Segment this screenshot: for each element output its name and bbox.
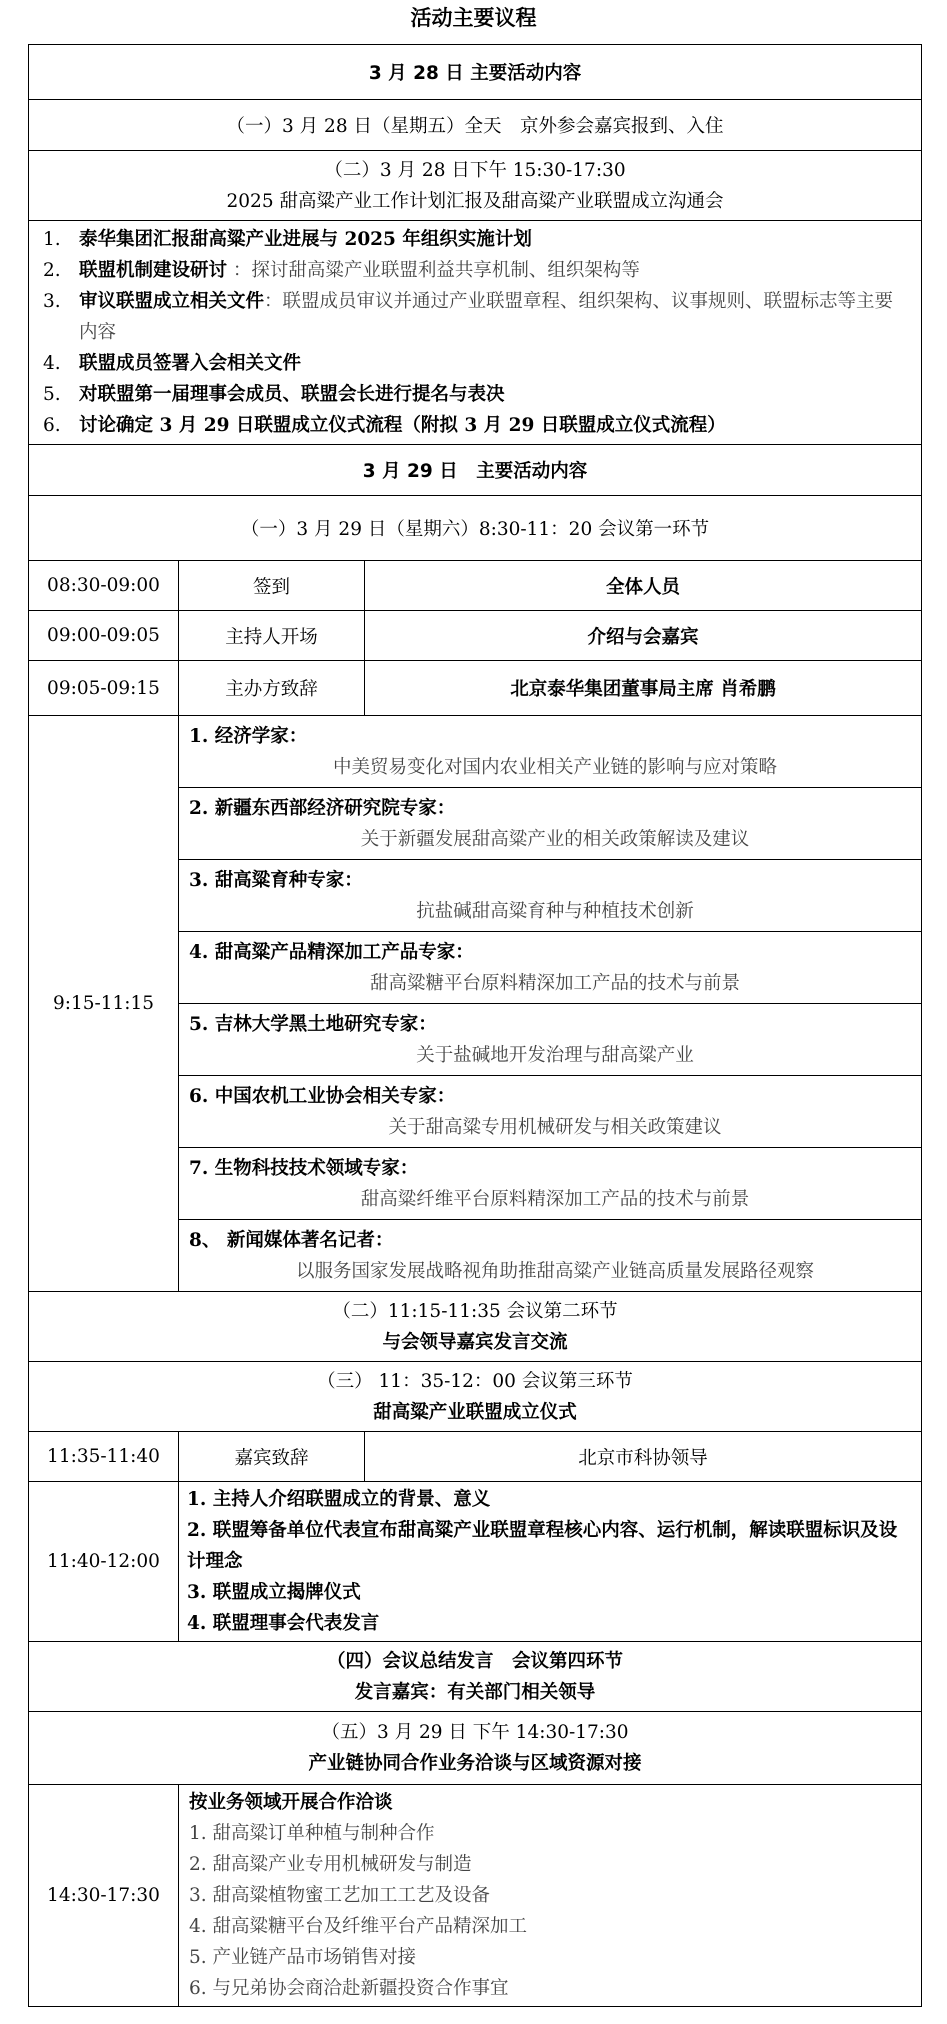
talk-topic: 关于新疆发展甜高粱产业的相关政策解读及建议 bbox=[360, 828, 750, 850]
list-item bbox=[43, 348, 907, 379]
list-item: 5. 产业链产品市场销售对接 bbox=[189, 1947, 417, 1968]
schedule-role: 主持人开场 bbox=[179, 611, 365, 661]
schedule-desc: 北京市科协领导 bbox=[365, 1432, 922, 1482]
list-item: 4. 甜高粱糖平台及纤维平台产品精深加工 bbox=[189, 1916, 528, 1937]
talk-item bbox=[179, 1148, 922, 1220]
talk-topic: 甜高粱纤维平台原料精深加工产品的技术与前景 bbox=[360, 1188, 750, 1210]
talk-topic: 关于盐碱地开发治理与甜高粱产业 bbox=[416, 1044, 694, 1066]
list-item bbox=[43, 255, 907, 286]
list-item: 4. 联盟理事会代表发言 bbox=[187, 1613, 380, 1634]
day1-section-2-line2: 2025 甜高粱产业工作计划汇报及甜高粱产业联盟成立沟通会 bbox=[226, 190, 724, 212]
list-item: 3. 甜高粱植物蜜工艺加工工艺及设备 bbox=[189, 1885, 491, 1906]
table-row bbox=[29, 1482, 922, 1642]
item-number: 5. bbox=[43, 384, 61, 405]
schedule-time: 08:30-09:00 bbox=[29, 561, 179, 611]
final-time: 14:30-17:30 bbox=[29, 1785, 179, 2007]
day1-section-2 bbox=[29, 151, 922, 221]
item-title: 审议联盟成立相关文件 bbox=[79, 291, 265, 312]
ceremony-time: 11:40-12:00 bbox=[29, 1482, 179, 1642]
table-row bbox=[29, 611, 922, 661]
item-number: 1. bbox=[43, 229, 61, 250]
talk-speaker: 8、 新闻媒体著名记者： bbox=[189, 1229, 394, 1251]
item-detail: ：联盟成员审议并通过产业联盟章程、组织架构、议事规则、联盟标志等主要内容 bbox=[79, 291, 894, 343]
talk-speaker: 2. 新疆东西部经济研究院专家： bbox=[189, 797, 456, 819]
list-item bbox=[43, 410, 907, 441]
item-number: 2. bbox=[43, 260, 61, 281]
table-row bbox=[29, 716, 922, 788]
list-item: 3. 联盟成立揭牌仪式 bbox=[187, 1582, 361, 1603]
talk-item bbox=[179, 788, 922, 860]
item-title: 讨论确定 3 月 29 日联盟成立仪式流程（附拟 3 月 29 日联盟成立仪式流程） bbox=[79, 415, 726, 436]
talk-item bbox=[179, 932, 922, 1004]
schedule-desc: 介绍与会嘉宾 bbox=[365, 611, 922, 661]
day2-section-1: （一）3 月 29 日（星期六）8:30-11：20 会议第一环节 bbox=[29, 496, 922, 561]
day2-section-2-line1: （二）11:15-11:35 会议第二环节 bbox=[332, 1300, 618, 1322]
talk-topic: 关于甜高粱专用机械研发与相关政策建议 bbox=[388, 1116, 722, 1138]
day2-section-4-line1: （四）会议总结发言 会议第四环节 bbox=[327, 1650, 624, 1672]
table-row bbox=[29, 1432, 922, 1482]
talk-item bbox=[179, 1220, 922, 1292]
talk-speaker: 1. 经济学家： bbox=[189, 725, 308, 747]
table-row bbox=[29, 1785, 922, 2007]
talk-topic: 以服务国家发展战略视角助推甜高粱产业链高质量发展路径观察 bbox=[296, 1260, 815, 1282]
list-item bbox=[43, 224, 907, 255]
schedule-time: 09:05-09:15 bbox=[29, 661, 179, 716]
talk-topic: 甜高粱糖平台原料精深加工产品的技术与前景 bbox=[370, 972, 741, 994]
day2-section-5-line2: 产业链协同合作业务洽谈与区域资源对接 bbox=[308, 1753, 642, 1774]
talk-item bbox=[179, 1076, 922, 1148]
item-number: 3. bbox=[43, 291, 61, 312]
list-item: 1. 主持人介绍联盟成立的背景、意义 bbox=[187, 1489, 491, 1510]
day2-section-3 bbox=[29, 1362, 922, 1432]
talk-topic: 抗盐碱甜高粱育种与种植技术创新 bbox=[416, 900, 694, 922]
item-number: 6. bbox=[43, 415, 61, 436]
list-item bbox=[43, 379, 907, 410]
table-row bbox=[29, 661, 922, 716]
list-item bbox=[43, 286, 907, 348]
talk-speaker: 7. 生物科技技术领域专家： bbox=[189, 1157, 419, 1179]
table-row bbox=[29, 561, 922, 611]
talks-time: 9:15-11:15 bbox=[29, 716, 179, 1292]
final-list bbox=[179, 1785, 922, 2007]
schedule-role: 签到 bbox=[179, 561, 365, 611]
item-detail: ：探讨甜高粱产业联盟利益共享机制、组织架构等 bbox=[227, 260, 640, 281]
talk-speaker: 4. 甜高粱产品精深加工产品专家： bbox=[189, 941, 474, 963]
day2-section-5 bbox=[29, 1712, 922, 1785]
final-list-title: 按业务领域开展合作洽谈 bbox=[189, 1792, 393, 1813]
day2-section-3-line2: 甜高粱产业联盟成立仪式 bbox=[373, 1401, 577, 1423]
ceremony-list bbox=[179, 1482, 922, 1642]
item-title: 联盟成员签署入会相关文件 bbox=[79, 353, 302, 374]
day2-header: 3 月 29 日 主要活动内容 bbox=[29, 445, 922, 496]
item-number: 4. bbox=[43, 353, 61, 374]
schedule-desc: 北京泰华集团董事局主席 肖希鹏 bbox=[365, 661, 922, 716]
schedule-time: 11:35-11:40 bbox=[29, 1432, 179, 1482]
item-title: 泰华集团汇报甜高粱产业进展与 2025 年组织实施计划 bbox=[79, 229, 532, 250]
list-item: 1. 甜高粱订单种植与制种合作 bbox=[189, 1823, 435, 1844]
schedule-time: 09:00-09:05 bbox=[29, 611, 179, 661]
day2-section-2-line2: 与会领导嘉宾发言交流 bbox=[382, 1331, 568, 1353]
day2-section-3-line1: （三） 11：35-12：00 会议第三环节 bbox=[317, 1370, 633, 1392]
list-item: 2. 甜高粱产业专用机械研发与制造 bbox=[189, 1854, 472, 1875]
day2-section-4-line2: 发言嘉宾：有关部门相关领导 bbox=[354, 1681, 596, 1703]
day1-section-2-line1: （二）3 月 28 日下午 15:30-17:30 bbox=[324, 159, 626, 181]
day2-section-5-line1: （五）3 月 29 日 下午 14:30-17:30 bbox=[321, 1722, 629, 1743]
page-title: 活动主要议程 bbox=[410, 6, 537, 30]
talk-speaker: 6. 中国农机工业协会相关专家： bbox=[189, 1085, 456, 1107]
day1-item-list bbox=[29, 221, 922, 445]
schedule-role: 主办方致辞 bbox=[179, 661, 365, 716]
schedule-role: 嘉宾致辞 bbox=[179, 1432, 365, 1482]
talk-speaker: 5. 吉林大学黑土地研究专家： bbox=[189, 1013, 437, 1035]
item-title: 联盟机制建设研讨 bbox=[79, 260, 228, 281]
day2-section-4 bbox=[29, 1642, 922, 1712]
schedule-desc: 全体人员 bbox=[365, 561, 922, 611]
list-item: 6. 与兄弟协会商洽赴新疆投资合作事宜 bbox=[189, 1978, 509, 1999]
day1-section-1: （一）3 月 28 日（星期五）全天 京外参会嘉宾报到、入住 bbox=[29, 100, 922, 151]
talk-item bbox=[179, 860, 922, 932]
list-item: 2. 联盟筹备单位代表宣布甜高粱产业联盟章程核心内容、运行机制，解读联盟标识及设计理念 bbox=[187, 1520, 898, 1572]
talk-topic: 中美贸易变化对国内农业相关产业链的影响与应对策略 bbox=[333, 756, 778, 778]
day2-section-2 bbox=[29, 1292, 922, 1362]
agenda-table bbox=[28, 44, 922, 2007]
day1-header: 3 月 28 日 主要活动内容 bbox=[29, 45, 922, 100]
item-title: 对联盟第一届理事会成员、联盟会长进行提名与表决 bbox=[79, 384, 505, 405]
talk-speaker: 3. 甜高粱育种专家： bbox=[189, 869, 363, 891]
talk-item bbox=[179, 716, 922, 788]
talk-item bbox=[179, 1004, 922, 1076]
